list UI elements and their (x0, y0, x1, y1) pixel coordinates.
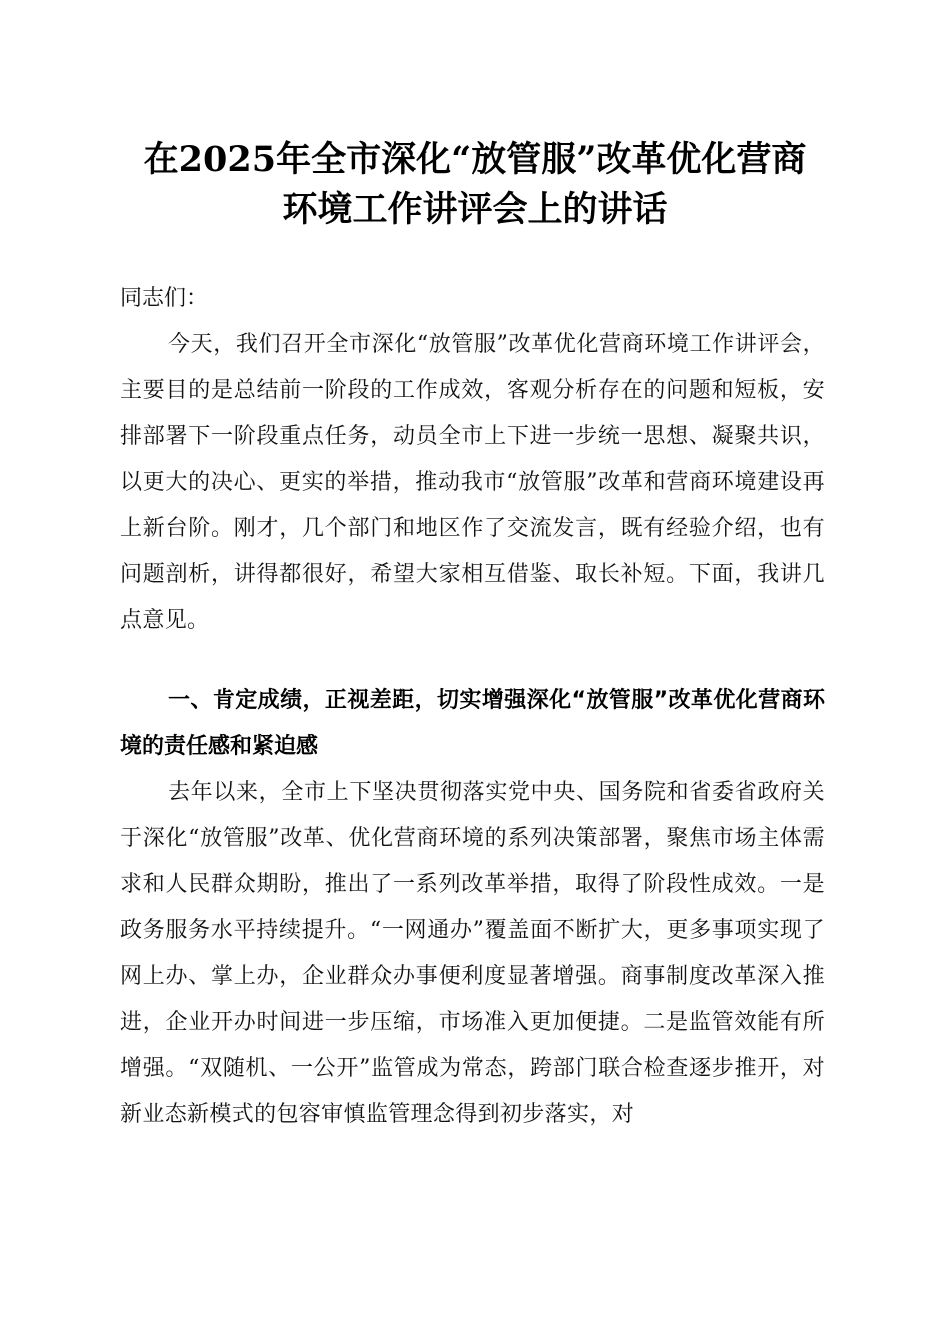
document-title-line-1: 在2025年全市深化“放管服”改革优化营商 (143, 139, 807, 180)
paragraph-intro: 今天，我们召开全市深化“放管服”改革优化营商环境工作讲评会，主要目的是总结前一阶段的工作成效，客观分析存在的问题和短板，安排部署下一阶段重点任务，动员全市上下进一步统一思想、凝聚共识，以更大的决心、更实的举措，推动我市“放管服”改革和营商环境建设再上新台阶。刚才，几个部门和地区作了交流发言，既有经验介绍，也有问题剖析，讲得都很好，希望大家相互借鉴、取长补短。下面，我讲几点意见。 (120, 332, 825, 633)
document-title-line-2: 环境工作讲评会上的讲话 (282, 189, 668, 230)
section-heading-1: 一、肯定成绩，正视差距，切实增强深化“放管服”改革优化营商环境的责任感和紧迫感 (120, 688, 825, 759)
paragraph-achievements: 去年以来，全市上下坚决贯彻落实党中央、国务院和省委省政府关于深化“放管服”改革、优化营商环境的系列决策部署，聚焦市场主体需求和人民群众期盼，推出了一系列改革举措，取得了阶段性成效。一是政务服务水平持续提升。“一网通办”覆盖面不断扩大，更多事项实现了网上办、掌上办，企业群众办事便利度显著增强。商事制度改革深入推进，企业开办时间进一步压缩，市场准入更加便捷。二是监管效能有所增强。“双随机、一公开”监管成为常态，跨部门联合检查逐步推开，对新业态新模式的包容审慎监管理念得到初步落实，对 (120, 780, 825, 1127)
greeting: 同志们： (120, 286, 209, 311)
